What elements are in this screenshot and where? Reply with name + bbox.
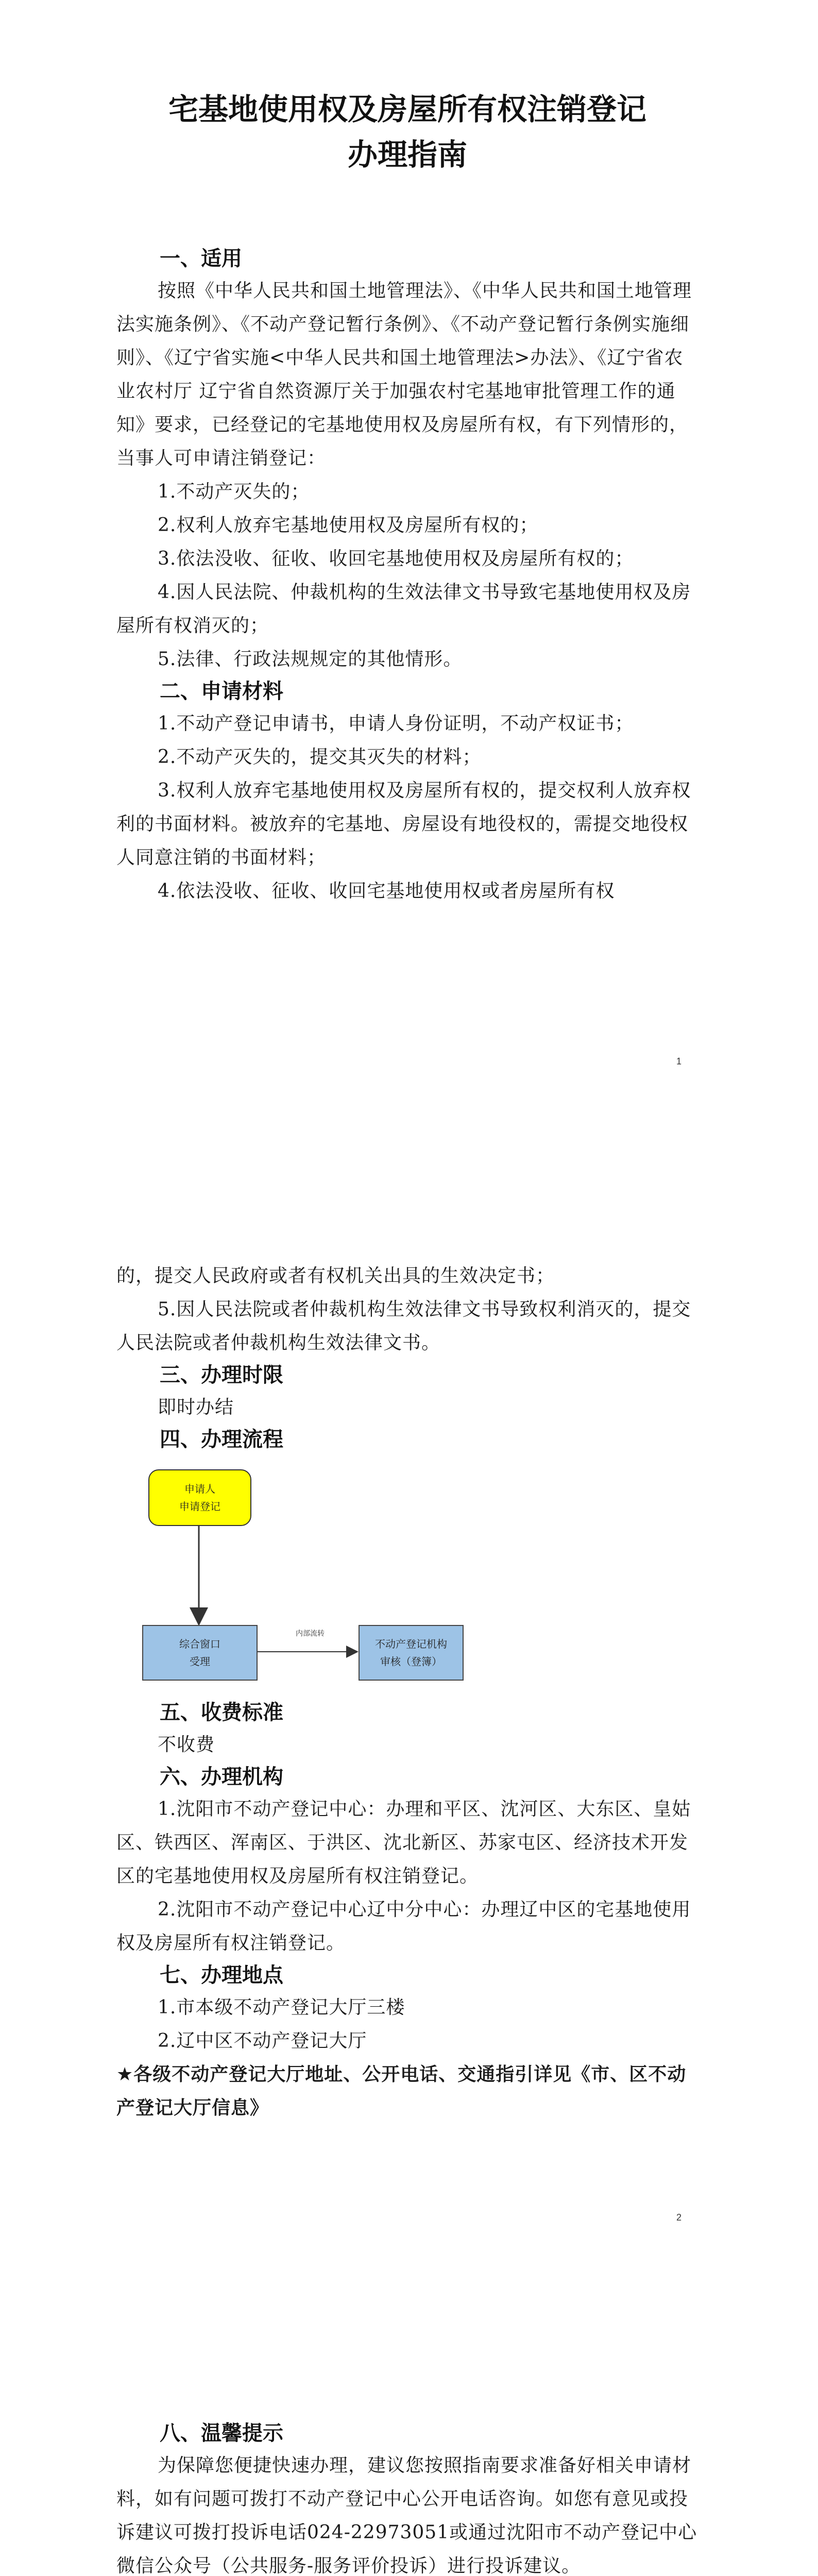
page-3 bbox=[0, 2312, 818, 2576]
tips-body: 为保障您便捷快速办理，建议您按照指南要求准备好相关申请材料，如有问题可拨打不动产登记中心公开电话咨询。如您有意见或投诉建议可拨打投诉电话024-22973051或通过沈阳市不动产登记中心微信公众号（公共服务-服务评价投诉）进行投诉建议。 bbox=[116, 2455, 697, 2576]
flow-node-applicant-line1: 申请人 bbox=[184, 1483, 215, 1495]
flow-node-review-line1: 不动产登记机构 bbox=[375, 1638, 447, 1650]
page-1-content bbox=[116, 87, 698, 908]
flow-node-accept bbox=[142, 1625, 258, 1681]
applicable-item: 1.不动产灭失的； bbox=[158, 481, 310, 502]
location-note: ★各级不动产登记大厅地址、公开电话、交通指引详见《市、区不动产登记大厅信息》 bbox=[116, 2064, 687, 2119]
section-heading-tips: 八、温馨提示 bbox=[160, 2421, 283, 2445]
applicable-item: 5.法律、行政法规规定的其他情形。 bbox=[158, 649, 463, 670]
page-number: 1 bbox=[676, 1056, 682, 1066]
flow-node-review-line2: 审核（登簿） bbox=[380, 1655, 442, 1668]
section-heading-time: 三、办理时限 bbox=[160, 1363, 283, 1387]
page-1 bbox=[0, 0, 818, 1156]
page-3-content bbox=[116, 2418, 698, 2576]
materials-item-continued: 的，提交人民政府或者有权机关出具的生效决定书； bbox=[116, 1265, 555, 1286]
location-item: 1.市本级不动产登记大厅三楼 bbox=[158, 1997, 405, 2018]
agency-item: 1.沈阳市不动产登记中心：办理和平区、沈河区、大东区、皇姑区、铁西区、浑南区、于洪区、沈北新区、苏家屯区、经济技术开发区的宅基地使用权及房屋所有权注销登记。 bbox=[116, 1799, 691, 1887]
document-title bbox=[116, 87, 698, 177]
flow-node-applicant-line2: 申请登记 bbox=[179, 1500, 220, 1513]
applicable-body: 按照《中华人民共和国土地管理法》、《中华人民共和国土地管理法实施条例》、《不动产登记暂行条例》、《不动产登记暂行条例实施细则》、《辽宁省实施<中华人民共和国土地管理法>办法》、《辽宁省农业农村厅 辽宁省自然资源厅关于加强农村宅基地审批管理工作的通知》要求，已经登记的宅基地使用权及房屋所有权，有下列情形的，当事人可申请注销登记： bbox=[116, 280, 692, 469]
flow-node-accept-line1: 综合窗口 bbox=[179, 1638, 220, 1650]
flow-node-applicant bbox=[148, 1469, 251, 1526]
title-line-1: 宅基地使用权及房屋所有权注销登记 bbox=[168, 92, 646, 127]
section-heading-agency: 六、办理机构 bbox=[160, 1765, 283, 1789]
applicable-item: 4.因人民法院、仲裁机构的生效法律文书导致宅基地使用权及房屋所有权消灭的； bbox=[116, 582, 691, 636]
materials-item: 3.权利人放弃宅基地使用权及房屋所有权的，提交权利人放弃权利的书面材料。被放弃的宅基地、房屋设有地役权的，需提交地役权人同意注销的书面材料； bbox=[116, 780, 691, 868]
materials-item: 4.依法没收、征收、收回宅基地使用权或者房屋所有权 bbox=[158, 880, 615, 902]
applicable-item: 3.依法没收、征收、收回宅基地使用权及房屋所有权的； bbox=[158, 548, 634, 569]
time-body: 即时办结 bbox=[158, 1397, 234, 1418]
materials-item: 2.不动产灭失的，提交其灭失的材料； bbox=[158, 747, 482, 768]
location-item: 2.辽中区不动产登记大厅 bbox=[158, 2030, 367, 2052]
materials-item: 1.不动产登记申请书，申请人身份证明，不动产权证书； bbox=[158, 713, 634, 734]
page-2-content bbox=[116, 1259, 698, 2125]
page-2 bbox=[0, 1156, 818, 2312]
flow-node-accept-line2: 受理 bbox=[190, 1655, 210, 1668]
section-heading-materials: 二、申请材料 bbox=[160, 680, 283, 703]
agency-item: 2.沈阳市不动产登记中心辽中分中心：办理辽中区的宅基地使用权及房屋所有权注销登记。 bbox=[116, 1899, 691, 1954]
page-number: 2 bbox=[676, 2212, 682, 2223]
fees-body: 不收费 bbox=[158, 1734, 215, 1755]
process-flowchart bbox=[116, 1455, 698, 1697]
flow-transfer-label: 内部流转 bbox=[296, 1630, 325, 1638]
section-heading-fees: 五、收费标准 bbox=[160, 1701, 283, 1724]
applicable-item: 2.权利人放弃宅基地使用权及房屋所有权的； bbox=[158, 515, 539, 536]
section-heading-applicable: 一、适用 bbox=[160, 247, 242, 270]
section-heading-location: 七、办理地点 bbox=[160, 1963, 283, 1987]
title-line-2: 办理指南 bbox=[347, 137, 467, 172]
materials-item: 5.因人民法院或者仲裁机构生效法律文书导致权利消灭的，提交人民法院或者仲裁机构生效法律文书。 bbox=[116, 1299, 691, 1353]
flow-node-review bbox=[359, 1625, 464, 1681]
section-heading-process: 四、办理流程 bbox=[160, 1428, 283, 1451]
